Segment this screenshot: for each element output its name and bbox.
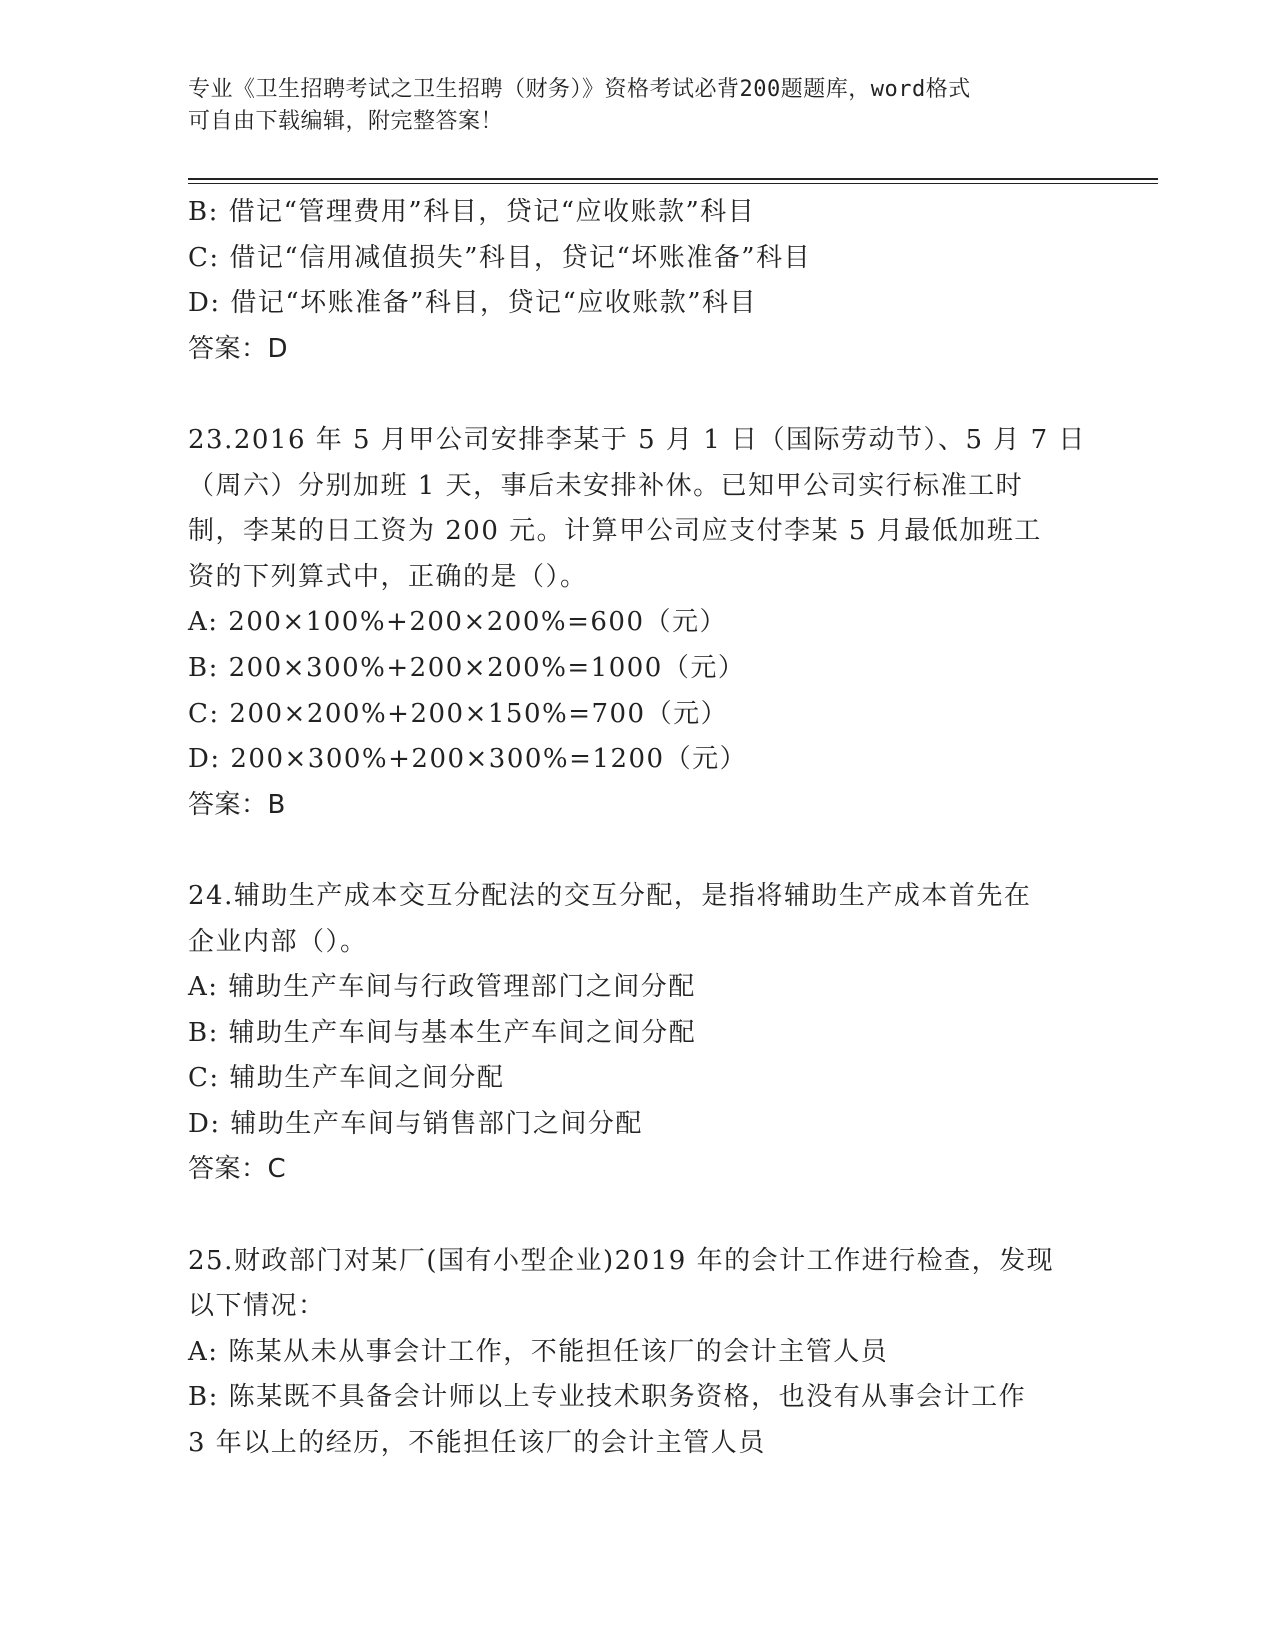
question-block-23 <box>188 418 1148 828</box>
header-title-line-2: 可自由下载编辑，附完整答案！ <box>188 109 504 134</box>
spacer <box>188 1193 1148 1239</box>
question-stem-line: 以下情况： <box>188 1291 326 1322</box>
option-a: A: 辅助生产车间与行政管理部门之间分配 <box>188 972 696 1003</box>
option-b: B: 借记“管理费用”科目，贷记“应收账款”科目 <box>188 197 756 227</box>
option-b-line: B: 陈某既不具备会计师以上专业技术职务资格，也没有从事会计工作 <box>188 1382 1027 1413</box>
answer-line: 答案：C <box>188 1154 287 1185</box>
question-stem-line: 24.辅助生产成本交互分配法的交互分配，是指将辅助生产成本首先在 <box>188 880 1032 911</box>
option-b: B: 200×300%+200×200%=1000（元） <box>188 652 746 683</box>
option-b: B: 辅助生产车间与基本生产车间之间分配 <box>188 1017 697 1048</box>
question-block-24 <box>188 874 1148 1193</box>
header-divider-thin <box>188 183 1158 184</box>
question-stem-line: 资的下列算式中，正确的是（）。 <box>188 561 588 592</box>
document-body <box>188 190 1148 1467</box>
option-b-line: 3 年以上的经历，不能担任该厂的会计主管人员 <box>188 1428 766 1459</box>
option-d: D: 辅助生产车间与销售部门之间分配 <box>188 1108 643 1139</box>
option-c: C: 辅助生产车间之间分配 <box>188 1063 505 1094</box>
spacer <box>188 828 1148 874</box>
question-stem-line: （周六）分别加班 1 天，事后未安排补休。已知甲公司实行标准工时 <box>188 470 1024 501</box>
question-block-22 <box>188 190 1148 372</box>
option-a: A: 陈某从未从事会计工作，不能担任该厂的会计主管人员 <box>188 1336 889 1367</box>
answer-line: 答案：B <box>188 789 286 820</box>
question-block-25 <box>188 1239 1148 1467</box>
question-stem-line: 25.财政部门对某厂(国有小型企业)2019 年的会计工作进行检查，发现 <box>188 1245 1055 1276</box>
header-title-line-1: 专业《卫生招聘考试之卫生招聘（财务）》资格考试必背200题题库，word格式 <box>188 77 971 102</box>
option-c: C: 借记“信用减值损失”科目，贷记“坏账准备”科目 <box>188 242 812 273</box>
option-d: D: 200×300%+200×300%=1200（元） <box>188 744 748 775</box>
question-stem-line: 企业内部（）。 <box>188 926 368 957</box>
header-divider-thick <box>188 178 1158 180</box>
document-header <box>188 74 1088 138</box>
spacer <box>188 372 1148 418</box>
option-d: D: 借记“坏账准备”科目，贷记“应收账款”科目 <box>188 288 758 319</box>
option-a: A: 200×100%+200×200%=600（元） <box>188 607 727 638</box>
question-stem-line: 制，李某的日工资为 200 元。计算甲公司应支付李某 5 月最低加班工 <box>188 516 1042 547</box>
answer-line: 答案：D <box>188 333 289 364</box>
question-stem-line: 23.2016 年 5 月甲公司安排李某于 5 月 1 日（国际劳动节）、5 月 7 日 <box>188 424 1086 455</box>
option-c: C: 200×200%+200×150%=700（元） <box>188 698 729 729</box>
